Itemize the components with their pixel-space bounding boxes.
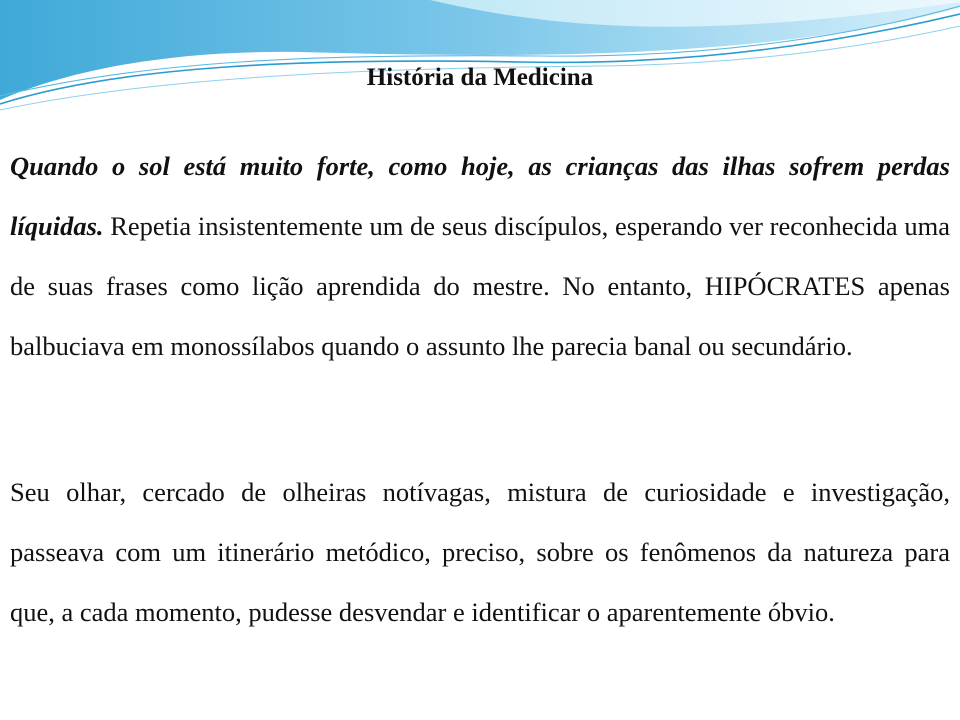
paragraph-2: Seu olhar, cercado de olheiras notívagas, mistura de curiosidade e investigação, passeava com um itinerário metódico, preciso, sobre os fenômenos da natureza para que, a cada momento, pudesse desvendar e identificar o aparentemente óbvio. [10, 477, 950, 627]
paragraph-1-text: Repetia insistentemente um de seus discípulos, esperando ver reconhecida uma de suas frases como lição aprendida do mestre. No entanto, HIPÓCRATES apenas balbuciava em monossílabos quando o assunto lhe parecia banal ou secundário. [10, 211, 950, 361]
paragraph-1 [10, 136, 950, 376]
slide-title: História da Medicina [366, 64, 594, 91]
decorative-wave-banner [0, 0, 960, 120]
paragraph-1-lead-quote: Quando o sol está muito forte, como hoje, as crianças das ilhas sofrem perdas líquidas. [10, 151, 950, 241]
